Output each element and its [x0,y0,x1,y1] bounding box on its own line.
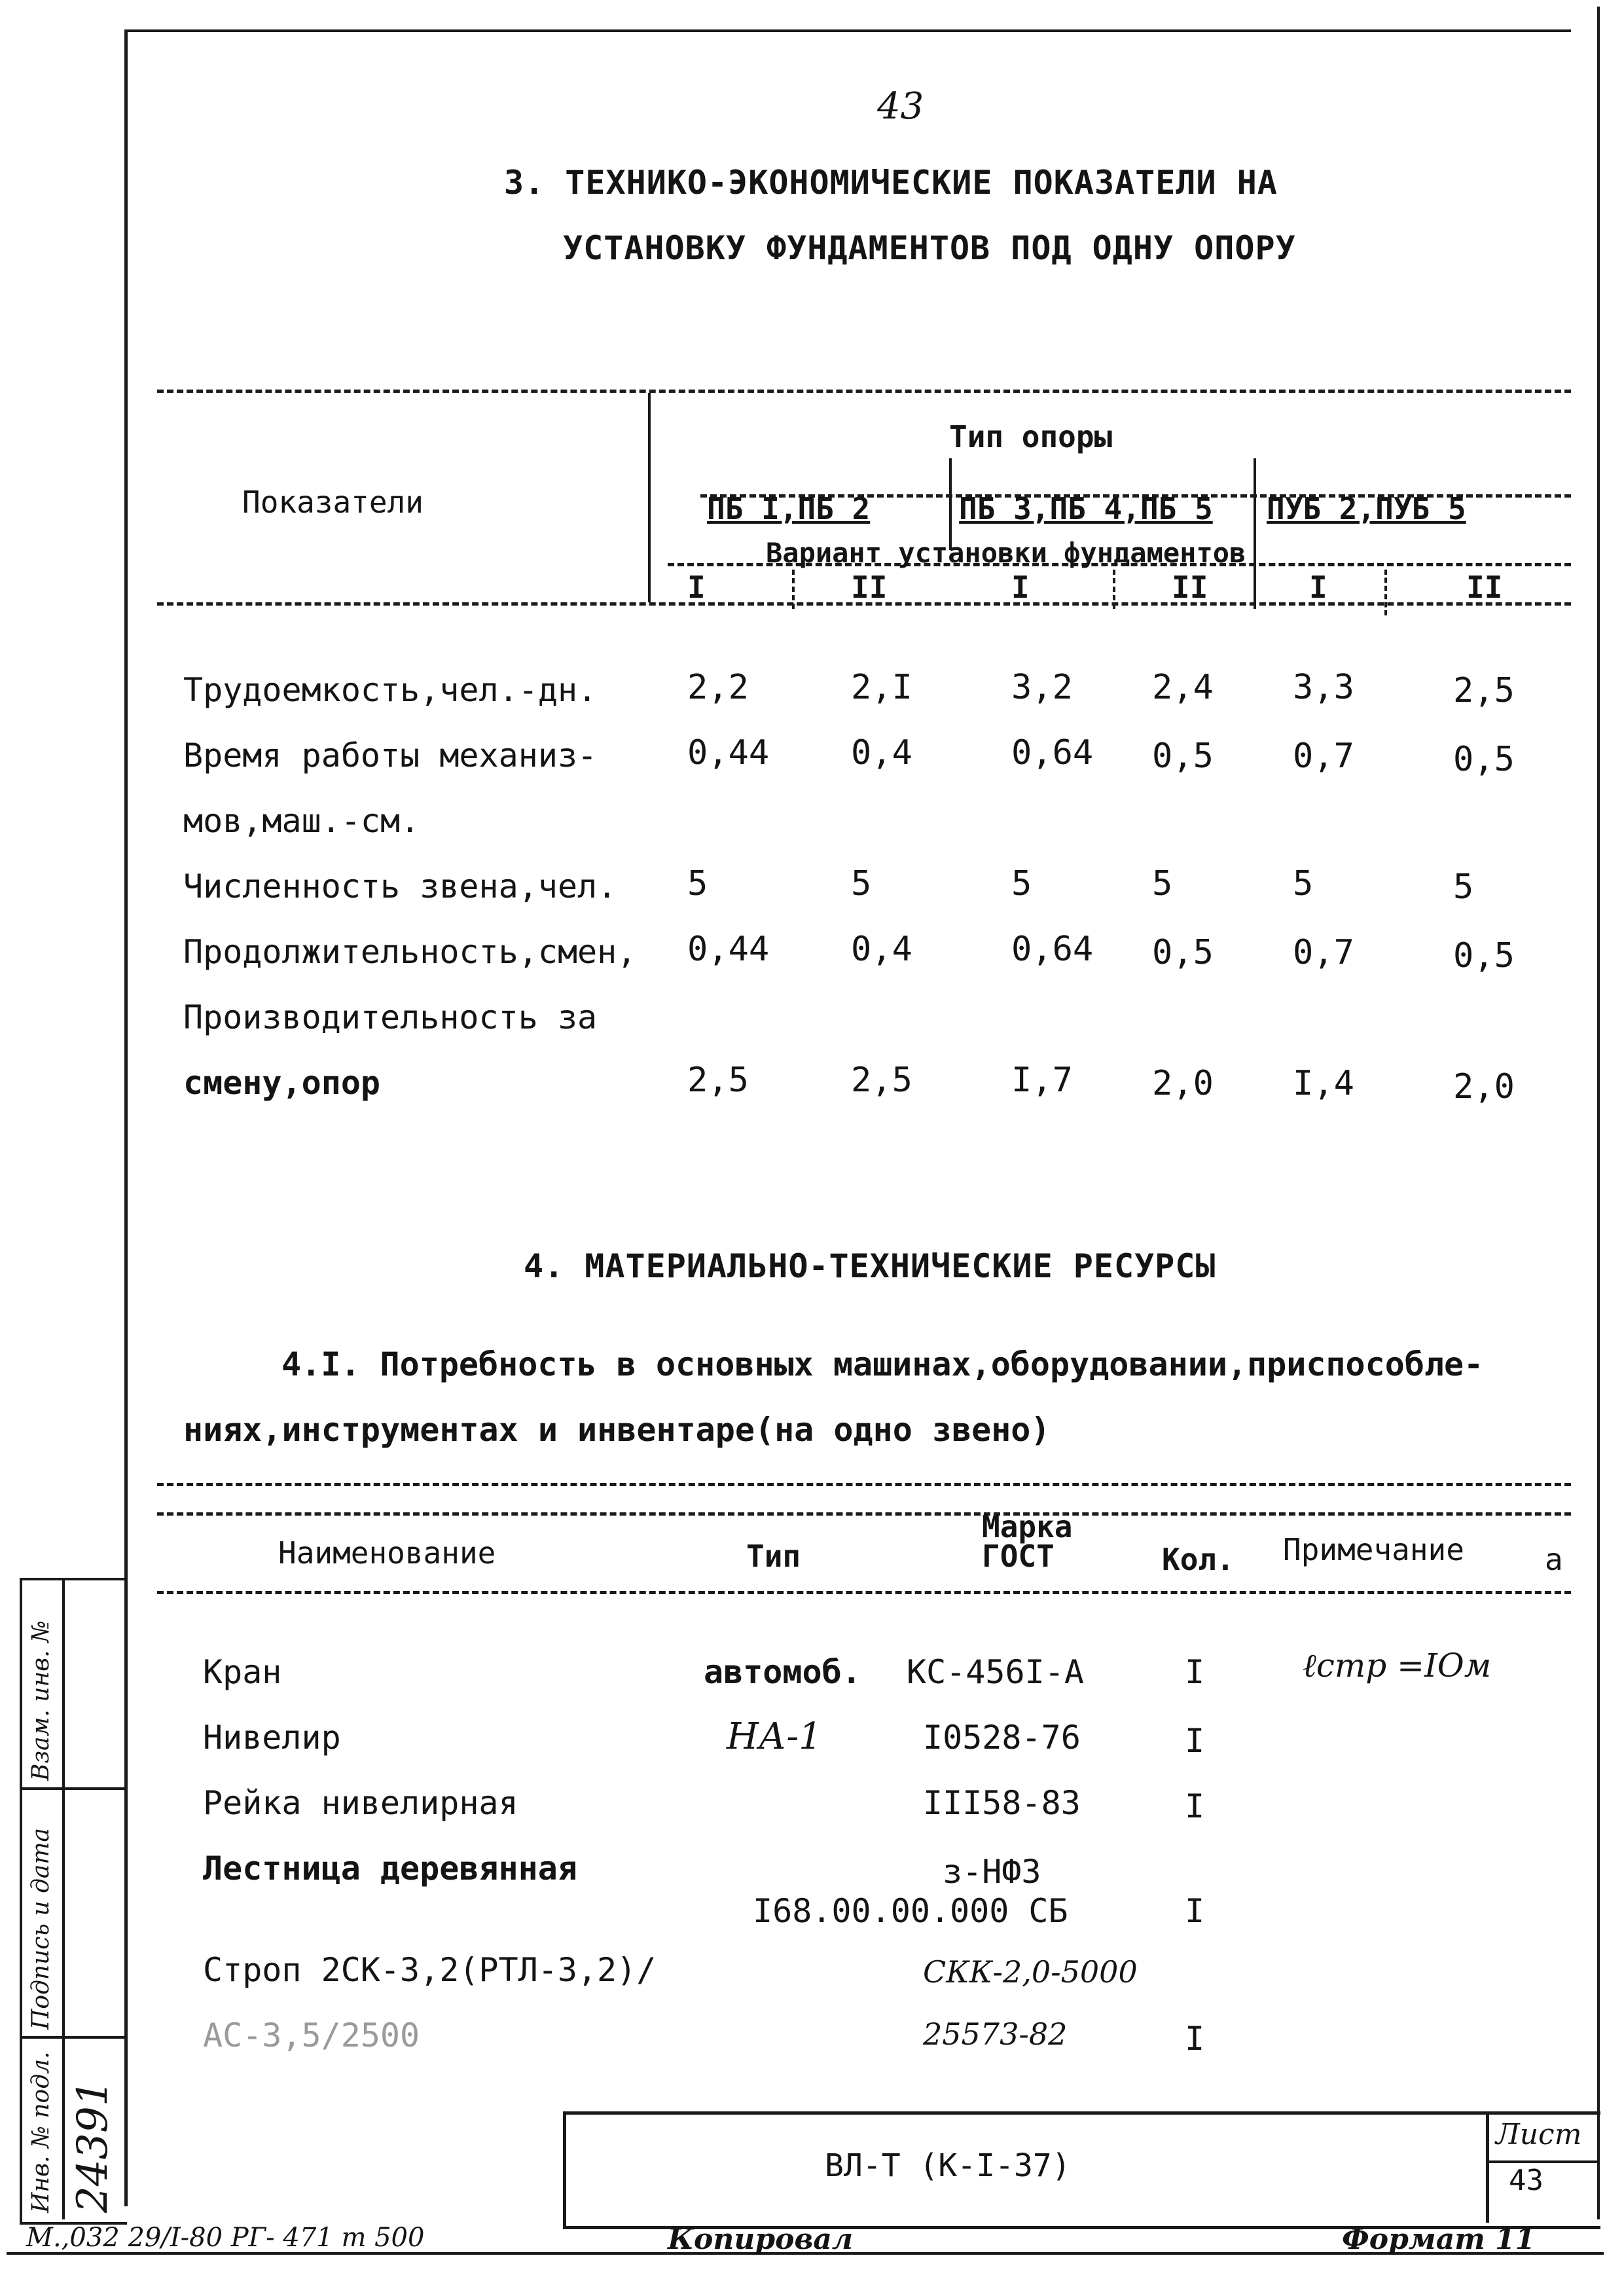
table1-cell: 2,0 [1152,1064,1214,1103]
table2-row-qty: I [1185,1892,1205,1930]
frame-top-border [124,29,1571,32]
sidebar-inv-number: 24391 [69,2079,117,2213]
table1-row-label: Численность звена,чел. [183,867,617,905]
table2-col-gost: ГОСТ [982,1539,1055,1574]
sidebar-sign-date: Подпись и дата [27,1828,54,2030]
table2-row-mark-line1: з-НФЗ [943,1853,1041,1891]
table1-row-label-cont: мов,маш.-см. [183,802,420,840]
table2-col-mark: Марка [982,1509,1073,1544]
table2-row-qty: I [1185,2020,1205,2058]
section3-title-line1: 3. ТЕХНИКО-ЭКОНОМИЧЕСКИЕ ПОКАЗАТЕЛИ НА [504,164,1278,202]
table2-col-type: Тип [746,1539,801,1574]
table1-cell: 0,4 [851,733,912,773]
table2-row-name: Кран [203,1653,282,1691]
table1-cell: 2,0 [1453,1067,1515,1106]
table1-row-label: Продолжительность,смен, [183,933,637,971]
table1-group-2: ПБ 3,ПБ 4,ПБ 5 [959,491,1213,526]
table2-row-name: Нивелир [203,1719,341,1757]
table1-cell: 5 [1453,867,1474,907]
title-block [563,2111,1600,2229]
table1-vline-main [648,393,651,602]
table1-cell: 5 [1293,864,1314,903]
sidebar-inv-replace: Взам. инв. № [27,1620,54,1781]
table1-top-rule [157,390,1571,393]
table1-cell: 0,7 [1293,933,1354,972]
table2-col-note: Примечание [1283,1532,1464,1567]
table2-row-mark-line2: I68.00.00.000 СБ [753,1892,1068,1930]
table1-variant-4: II [1172,570,1208,605]
table1-vline-v5 [1384,570,1387,615]
sheet-box-divider [1486,2160,1597,2163]
table1-cell: 0,4 [851,930,912,969]
doc-code: ВЛ-Т (К-I-37) [825,2147,1071,2184]
table2-top-rule [157,1483,1571,1486]
table1-cell: I,7 [1011,1061,1073,1100]
table1-row-label: Производительность за [183,998,598,1036]
table1-vline-v3 [1113,570,1115,609]
table1-variant-1: I [687,570,706,605]
table1-cell: I,4 [1293,1064,1354,1103]
table2-row-qty: I [1185,1722,1205,1760]
table1-cell: 0,7 [1293,737,1354,776]
table1-row-label: Время работы механиз- [183,737,598,774]
table1-cell: 2,5 [1453,671,1515,710]
frame-right-border [1597,7,1600,2219]
table1-vline-g2 [949,458,952,550]
table2-row-mark: I0528-76 [923,1719,1081,1757]
table2-row-mark-line1: СКК-2,0-5000 [923,1954,1138,1990]
table1-cell: 0,5 [1453,936,1515,975]
section3-title-line2: УСТАНОВКУ ФУНДАМЕНТОВ ПОД ОДНУ ОПОРУ [563,229,1296,267]
footer-print-info: М.,032 29/I-80 РГ- 471 т 500 [26,2223,425,2253]
footer-copied: Копировал [668,2223,854,2256]
table1-cell: 3,2 [1011,668,1073,707]
section4-subtitle-line2: ниях,инструментах и инвентаре(на одно звено) [183,1411,1051,1449]
table1-variant-5: I [1309,570,1327,605]
table2-row-type: НА-1 [727,1715,822,1758]
table1-row-label-cont: смену,опор [183,1064,381,1102]
table1-vline-v1 [792,570,795,609]
table2-row-note: ℓстр =IОм [1303,1647,1492,1685]
table1-cell: 0,5 [1152,933,1214,972]
page-number: 43 [877,85,924,128]
section4-subtitle-line1: 4.I. Потребность в основных машинах,оборудовании,приспособле- [281,1345,1484,1383]
table1-col-indicators: Показатели [242,484,424,520]
table1-cell: 2,5 [851,1061,912,1100]
sidebar-sep-1 [20,1787,124,1790]
sheet-number: 43 [1509,2164,1543,2197]
table2-row-name-cont: АС-3,5/2500 [203,2016,420,2054]
table1-cell: 2,I [851,668,912,707]
table2-col-name: Наименование [278,1535,496,1571]
sheet-label: Лист [1496,2118,1582,2151]
table1-variant-6: II [1466,570,1503,605]
table2-row-name: Строп 2СК-3,2(РТЛ-3,2)/ [203,1951,657,1989]
table1-cell: 0,64 [1011,930,1094,969]
table1-cell: 0,5 [1152,737,1214,776]
table2-row-name: Лестница деревянная [203,1850,577,1887]
table1-group-1: ПБ I,ПБ 2 [707,491,871,526]
table2-row-qty: I [1185,1653,1205,1691]
footer-format: Формат 11 [1342,2223,1536,2256]
table1-vline-g3 [1254,458,1256,609]
table2-row-qty: I [1185,1787,1205,1825]
table1-cell: 0,44 [687,930,770,969]
table2-row-type: автомоб. [704,1653,861,1691]
section4-title: 4. МАТЕРИАЛЬНО-ТЕХНИЧЕСКИЕ РЕСУРСЫ [524,1247,1216,1285]
table1-cell: 0,5 [1453,740,1515,779]
table1-variant-2: II [851,570,888,605]
table2-top-rule-2 [157,1512,1571,1516]
table2-col-qty: Кол. [1162,1542,1235,1577]
table1-group-3: ПУБ 2,ПУБ 5 [1267,491,1466,526]
table1-cell: 2,4 [1152,668,1214,707]
sidebar-sep-2 [20,2036,124,2039]
table1-variant-3: I [1011,570,1030,605]
table1-cell: 5 [687,864,708,903]
table1-cell: 5 [1011,864,1032,903]
table2-row-mark-line2: 25573-82 [923,2016,1068,2052]
sidebar-divider [62,1578,65,2219]
table1-cell: 0,64 [1011,733,1094,773]
table1-cell: 2,2 [687,668,749,707]
table1-cell: 3,3 [1293,668,1354,707]
table2-header-bottom-rule [157,1591,1571,1594]
table2-row-mark: III58-83 [923,1784,1081,1822]
table2-row-mark: КС-456I-А [907,1653,1084,1691]
table1-row-label: Трудоемкость,чел.-дн. [183,671,598,709]
sidebar-inv-orig: Инв. № подл. [27,2051,54,2213]
table1-cell: 0,44 [687,733,770,773]
table1-header-type: Тип опоры [949,419,1113,454]
table2-row-name: Рейка нивелирная [203,1784,518,1822]
table2-stray-letter: а [1545,1542,1563,1577]
table1-cell: 2,5 [687,1061,749,1100]
table1-header-variant: Вариант установки фундаментов [766,537,1246,569]
table1-cell: 5 [1152,864,1173,903]
table1-cell: 5 [851,864,872,903]
